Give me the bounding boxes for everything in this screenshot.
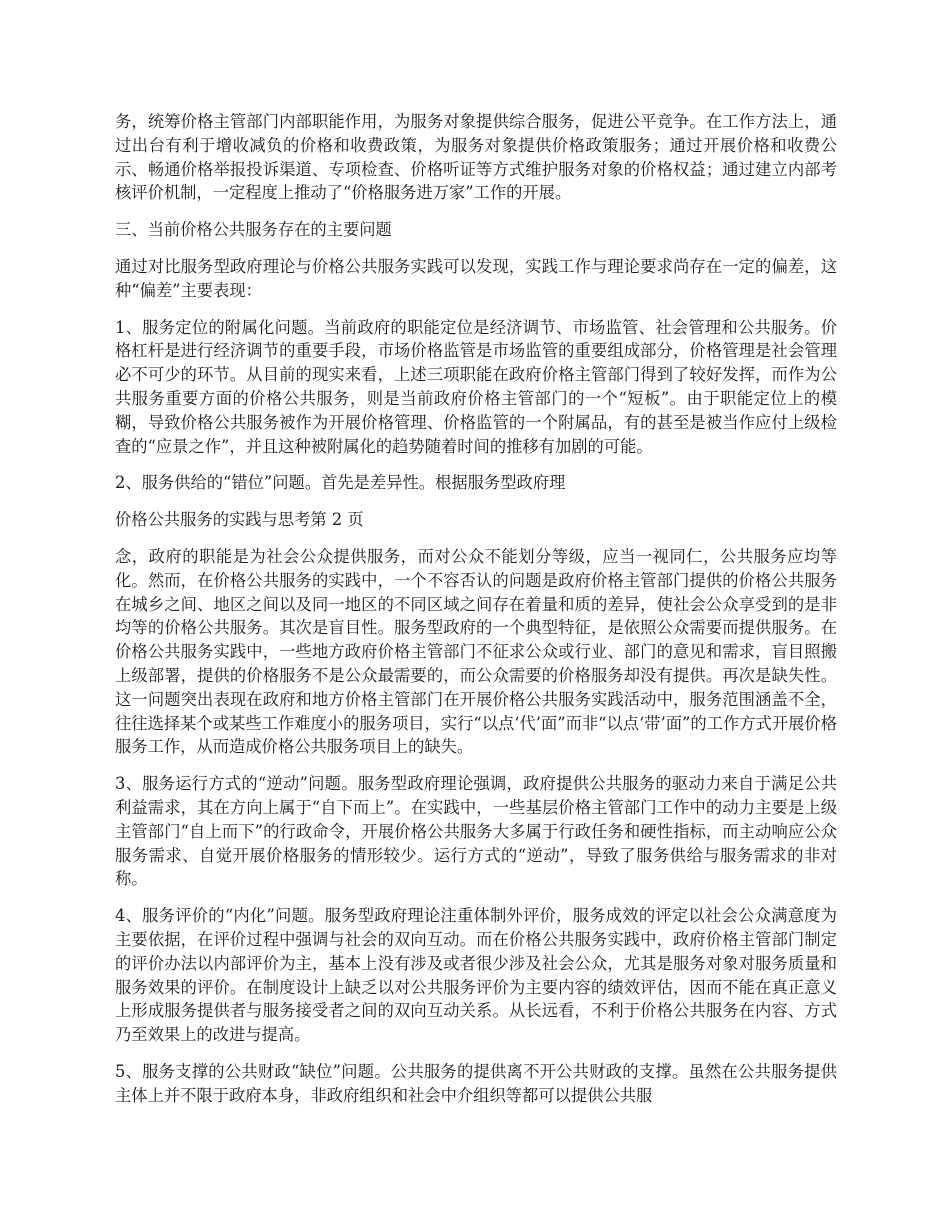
paragraph-item-2-continued: 念，政府的职能是为社会公众提供服务，而对公众不能划分等级，应当一视同仁，公共服务应均等化。然而，在价格公共服务的实践中，一个不容否认的问题是政府价格主管部门提供的价格公共服务在城乡之间、地区之间以及同一地区的不同区域之间存在着量和质的差异，使社会公众享受到的是非均等的价格公共服务。其次是盲目性。服务型政府的一个典型特征，是依照公众需要而提供服务。在价格公共服务实践中，一些地方政府价格主管部门不征求公众或行业、部门的意见和需求，盲目照搬上级部署，提供的价格服务不是公众最需要的，而公众需要的价格服务却没有提供。再次是缺失性。这一问题突出表现在政府和地方价格主管部门在开展价格公共服务实践活动中，服务范围涵盖不全，往往选择某个或某些工作难度小的服务项目，实行“以点‘代’面”而非“以点‘带’面”的工作方式开展价格服务工作，从而造成价格公共服务项目上的缺失。 xyxy=(115,546,837,757)
section-heading: 三、当前价格公共服务存在的主要问题 xyxy=(115,220,392,240)
paragraph-intro: 通过对比服务型政府理论与价格公共服务实践可以发现，实践工作与理论要求尚存在一定的偏差，这种“偏差”主要表现： xyxy=(115,256,837,300)
paragraph-item-3: 3、服务运行方式的“逆动”问题。服务型政府理论强调，政府提供公共服务的驱动力来自于满足公共利益需求，其在方向上属于“自下而上”。在实践中，一些基层价格主管部门工作中的动力主要是上级主管部门“自上而下”的行政命令，开展价格公共服务大多属于行政任务和硬性指标，而主动响应公众服务需求、自觉开展价格服务的情形较少。运行方式的“逆动”，导致了服务供给与服务需求的非对称。 xyxy=(115,774,837,889)
paragraph-item-1: 1、服务定位的附属化问题。当前政府的职能定位是经济调节、市场监管、社会管理和公共服务。价格杠杆是进行经济调节的重要手段，市场价格监管是市场监管的重要组成部分，价格管理是社会管理必不可少的环节。从目前的现实来看，上述三项职能在政府价格主管部门得到了较好发挥，而作为公共服务重要方面的价格公共服务，则是当前政府价格主管部门的一个“短板”。由于职能定位上的模糊，导致价格公共服务被作为开展价格管理、价格监管的一个附属品，有的甚至是被当作应付上级检查的“应景之作”，并且这种被附属化的趋势随着时间的推移有加剧的可能。 xyxy=(115,317,837,456)
page-marker: 价格公共服务的实践与思考第 2 页 xyxy=(115,510,364,530)
paragraph-continuation: 务，统筹价格主管部门内部职能作用，为服务对象提供综合服务，促进公平竞争。在工作方法上，通过出台有利于增收减负的价格和收费政策，为服务对象提供价格政策服务；通过开展价格和收费公示、畅通价格举报投诉渠道、专项检查、价格听证等方式维护服务对象的价格权益；通过建立内部考核评价机制，一定程度上推动了“价格服务进万家”工作的开展。 xyxy=(115,112,837,203)
paragraph-item-2-start: 2、服务供给的“错位”问题。首先是差异性。根据服务型政府理 xyxy=(115,473,566,493)
paragraph-item-5: 5、服务支撑的公共财政“缺位”问题。公共服务的提供离不开公共财政的支撑。虽然在公共服务提供主体上并不限于政府本身，非政府组织和社会中介组织等都可以提供公共服 xyxy=(115,1061,837,1105)
paragraph-item-4: 4、服务评价的“内化”问题。服务型政府理论注重体制外评价，服务成效的评定以社会公众满意度为主要依据，在评价过程中强调与社会的双向互动。而在价格公共服务实践中，政府价格主管部门制定的评价办法以内部评价为主，基本上没有涉及或者很少涉及社会公众，尤其是服务对象对服务质量和服务效果的评价。在制度设计上缺乏以对公共服务评价为主要内容的绩效评估，因而不能在真正意义上形成服务提供者与服务接受者之间的双向互动关系。从长远看，不利于价格公共服务在内容、方式乃至效果上的改进与提高。 xyxy=(115,906,837,1045)
document-page xyxy=(115,110,837,1120)
